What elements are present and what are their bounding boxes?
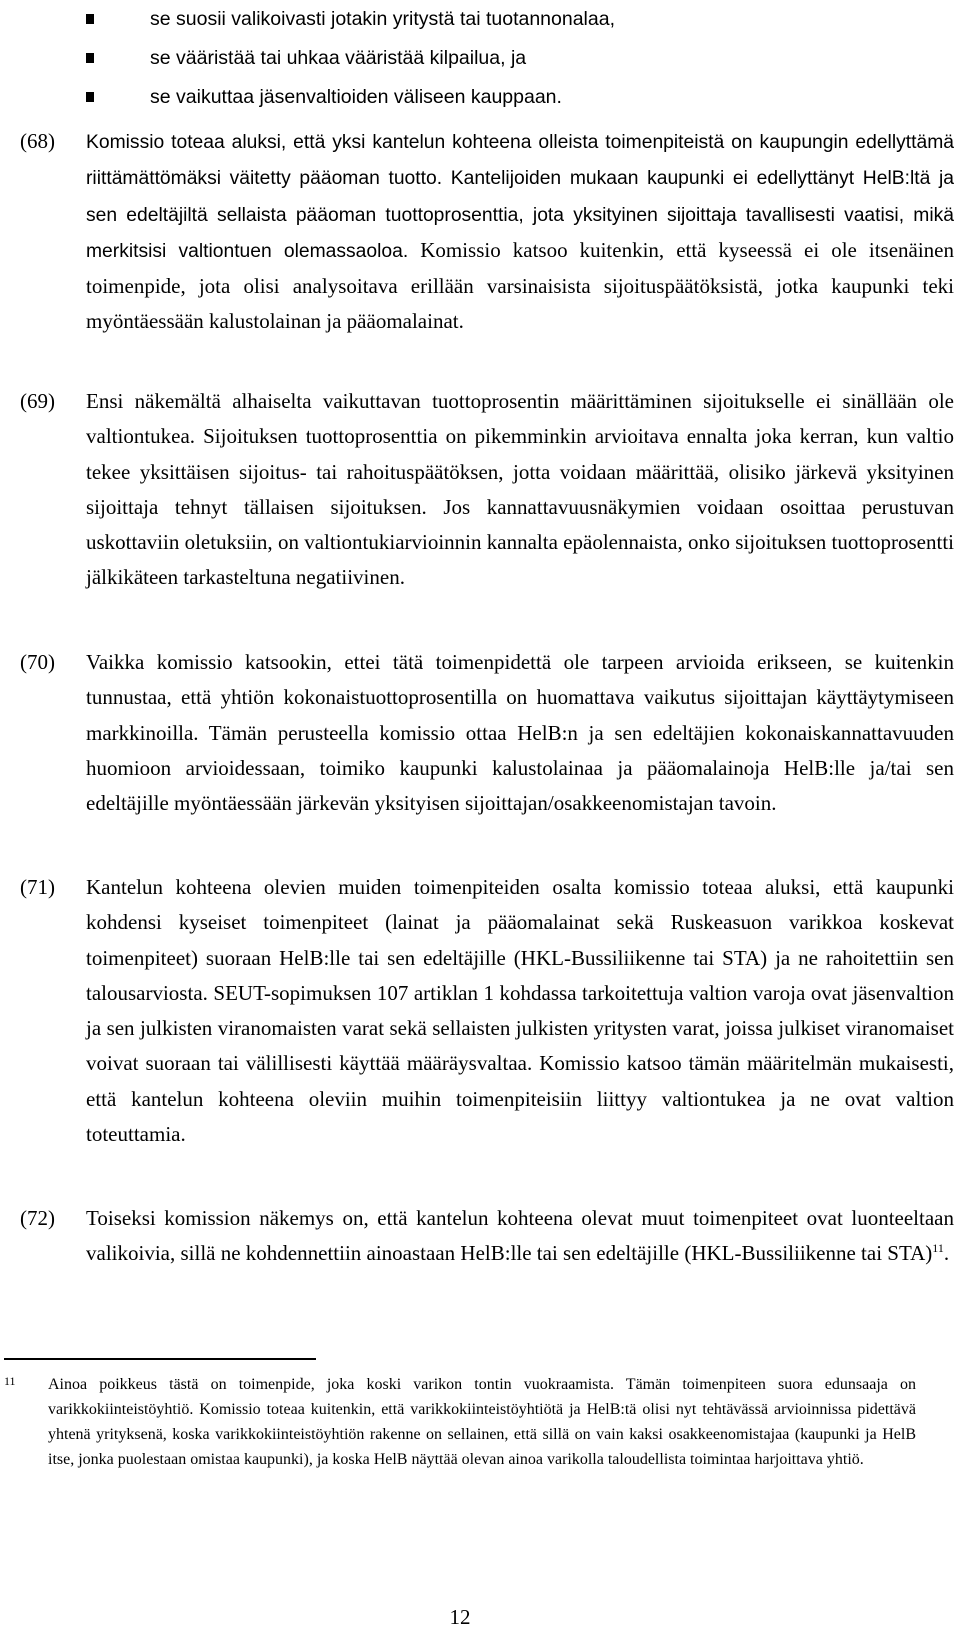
bullet-list (86, 4, 946, 121)
page-number: 12 (449, 1605, 471, 1629)
paragraph-72 (20, 1201, 956, 1272)
paragraph-text-part: Toiseksi komission näkemys on, että kantelun kohteena olevat muut toimenpiteet ovat luonteeltaan valikoivia, sillä ne kohdennettiin ainoastaan HelB:lle tai sen edeltäjille (HKL-Bussiliikenne tai STA) (86, 1206, 954, 1266)
bullet-text: se suosii valikoivasti jotakin yritystä tai tuotannonalaa, (150, 8, 615, 30)
paragraph-number: (72) (20, 1206, 55, 1230)
paragraph-number: (70) (20, 650, 55, 674)
footnote-reference: 11 (932, 1241, 944, 1256)
paragraph-text (86, 124, 954, 340)
paragraph-69 (20, 384, 956, 596)
bullet-item (86, 4, 946, 43)
bullet-item (86, 82, 946, 121)
paragraph-70 (20, 645, 956, 821)
bullet-text: se vääristää tai uhkaa vääristää kilpailua, ja (150, 47, 527, 69)
paragraph-text-end: . (943, 1241, 950, 1266)
footnote-number: 11 (4, 1374, 16, 1388)
square-bullet-icon (86, 92, 94, 102)
paragraph-text-part: Komissio toteaa aluksi, että yksi kantelun kohteena olleista toimenpiteistä on kaupungin edellyttämä riittämättömäksi väitetty pääoman tuotto. Kantelijoiden mukaan kaupunki ei edellyttänyt HelB:ltä ja sen edeltäjiltä sellaista pääoman tuottoprosenttia, jota yksityinen sijoittaja tavallisesti vaatisi, mikä merkitsisi valtiontuen olemassaoloa. (86, 132, 954, 262)
paragraph-text: Kantelun kohteena olevien muiden toimenpiteiden osalta komissio toteaa aluksi, että kaupunki kohdensi kyseiset toimenpiteet (lainat ja pääomalainat sekä Ruskeasuon varikkoa koskevat toimenpiteet) suoraan HelB:lle tai sen edeltäjille (HKL-Bussiliikenne tai STA) ja ne rahoitettiin sen talousarviosta. SEUT-sopimuksen 107 artiklan 1 kohdassa tarkoitettuja valtion varoja ovat jäsenvaltion ja sen julkisten viranomaisten varat sekä sellaisten julkisten yritysten varat, joissa julkiset viranomaiset voivat suoraan tai välillisesti käyttää määräysvaltaa. Komissio katsoo tämän määritelmän mukaisesti, että kantelun kohteena oleviin muihin toimenpiteisiin liittyy valtiontukea ja ne ovat valtion toteuttamia. (86, 875, 954, 1147)
paragraph-number: (71) (20, 875, 55, 899)
paragraph-68 (20, 124, 956, 340)
square-bullet-icon (86, 14, 94, 24)
paragraph-number: (68) (20, 129, 55, 153)
bullet-item (86, 43, 946, 82)
footnote (4, 1372, 916, 1472)
paragraph-text: Ensi näkemältä alhaiselta vaikuttavan tuottoprosentin määrittäminen sijoitukselle ei sinällään ole valtiontukea. Sijoituksen tuottoprosenttia on pikemminkin arvioitava ennalta joka kerran, kun valtio tekee yksittäisen sijoitus- tai rahoituspäätöksen, jotta voidaan määrittää, olisiko järkevä yksityinen sijoittaja tehnyt tällaisen sijoituksen. Jos kannattavuusnäkymien voidaan osoittaa perustuvan uskottaviin oletuksiin, on valtiontukiarvioinnin kannalta epäolennaista, onko sijoituksen tuottoprosentti jälkikäteen tarkasteltuna negatiivinen. (86, 389, 954, 590)
paragraph-71 (20, 870, 956, 1152)
paragraph-text: Vaikka komissio katsookin, ettei tätä toimenpidettä ole tarpeen arvioida erikseen, se kuitenkin tunnustaa, että yhtiön kokonaistuottoprosentilla on huomattava vaikutus sijoittajan käyttäytymiseen markkinoilla. Tämän perusteella komissio ottaa HelB:n ja sen edeltäjien kokonaiskannattavuuden huomioon arvioidessaan, toimiko kaupunki kalustolainaa ja pääomalainoja HelB:lle ja/tai sen edeltäjille myöntäessään järkevän yksityisen sijoittajan/osakkeenomistajan tavoin. (86, 650, 954, 816)
footnote-text: Ainoa poikkeus tästä on toimenpide, joka koski varikon tontin vuokraamista. Tämän toimenpiteen suora edunsaaja on varikkokiinteistöyhtiö. Komissio toteaa kuitenkin, että varikkokiinteistöyhtiötä ja HelB:tä olisi nyt tehtävässä arvioinnissa pidettävä yhtenä yrityksenä, koska varikkokiinteistöyhtiön rakenne on sellainen, että sillä on vain kaksi osakkeenomistajaa (kaupunki ja HelB itse, jonka puolestaan omistaa kaupunki), ja koska HelB näyttää olevan ainoa varikolla taloudellista toimintaa harjoittava yhtiö. (48, 1376, 916, 1468)
footnote-separator (4, 1358, 316, 1360)
paragraph-text (86, 1201, 954, 1272)
paragraph-number: (69) (20, 389, 55, 413)
bullet-text: se vaikuttaa jäsenvaltioiden väliseen kauppaan. (150, 86, 562, 108)
paragraph-text-part: Komissio katsoo kuitenkin, että kyseessä ei ole itsenäinen toimenpide, jota olisi analysoitava erillään varsinaisista sijoituspäätöksistä, jotka kaupunki teki myöntäessään kalustolainan ja pääomalainat. (86, 237, 955, 334)
square-bullet-icon (86, 53, 94, 63)
